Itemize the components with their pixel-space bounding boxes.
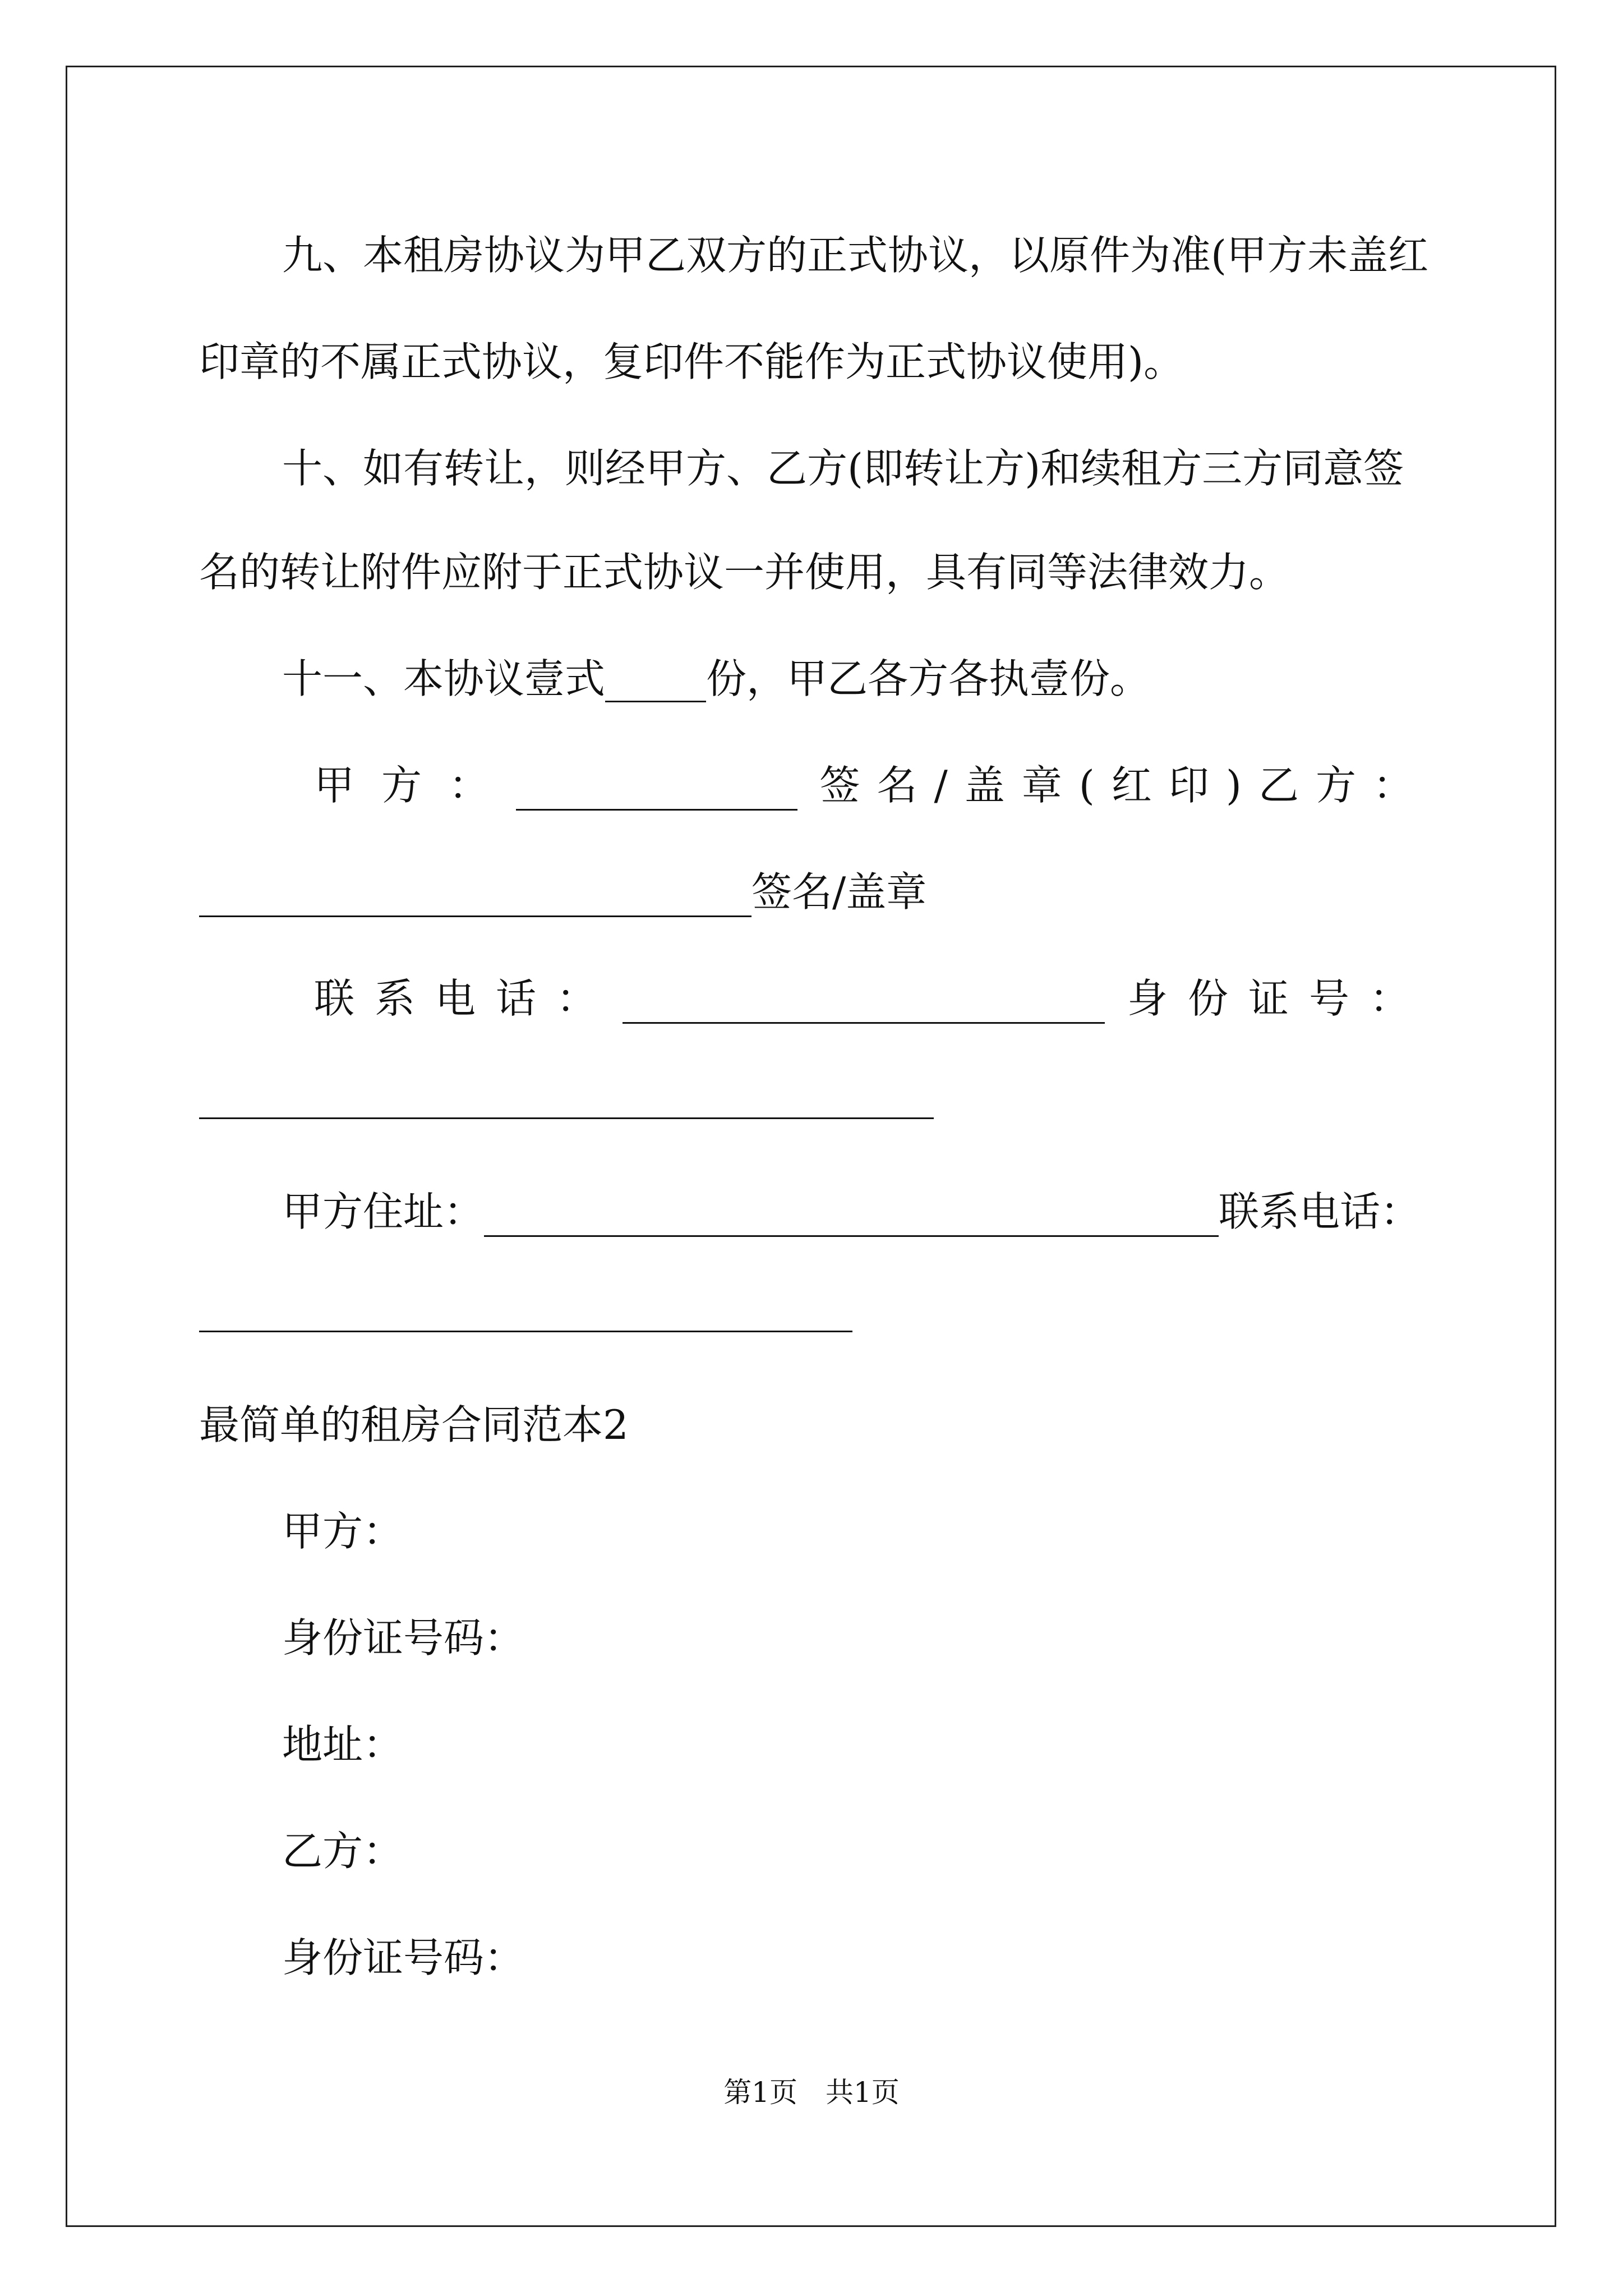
- address-field: 地址：: [282, 1721, 404, 1768]
- party-a-label: 甲方：: [314, 762, 517, 809]
- phone-id-row: [314, 973, 1430, 1024]
- clause-9-line-2: 印章的不属正式协议，复印件不能作为正式协议使用)。: [199, 338, 1184, 385]
- section-2-title: 最简单的租房合同范本2: [199, 1401, 629, 1448]
- clause-11-suffix: 份，甲乙各方各执壹份。: [706, 655, 1151, 702]
- party-b-sign-line: [199, 881, 751, 917]
- address-line: [484, 1200, 1219, 1237]
- phone-line: [623, 987, 1105, 1024]
- party-a-field: 甲方：: [282, 1508, 404, 1555]
- phone-line-2: [199, 1296, 852, 1332]
- id-line-row: [199, 1080, 1433, 1125]
- party-b-sign-text: 签名/盖章: [751, 868, 927, 915]
- phone-label-2: 联系电话：: [1219, 1188, 1421, 1235]
- address-row: [282, 1186, 1516, 1237]
- address-label: 甲方住址：: [282, 1188, 485, 1235]
- clause-9-line-1: 九、本租房协议为甲乙双方的正式协议，以原件为准(甲方未盖红: [282, 232, 1429, 279]
- clause-11: [282, 654, 1516, 704]
- signature-row: [314, 760, 1430, 811]
- party-a-sign-line: [516, 774, 797, 811]
- page-border: [66, 66, 1556, 2227]
- id-number-b-field: 身份证号码：: [282, 1934, 525, 1981]
- id-number-a-field: 身份证号码：: [282, 1614, 525, 1662]
- id-label: 身份证号：: [1127, 975, 1430, 1022]
- party-a-sign-text: 签名/盖章(红印)乙方：: [819, 762, 1430, 809]
- copies-blank: _____: [605, 655, 707, 702]
- clause-11-prefix: 十一、本协议壹式: [282, 655, 606, 702]
- party-b-field: 乙方：: [282, 1828, 404, 1875]
- phone-label: 联系电话：: [314, 975, 617, 1022]
- clause-10-line-1: 十、如有转让，则经甲方、乙方(即转让方)和续租方三方同意签: [282, 445, 1404, 492]
- page-footer: 第1页 共1页: [723, 2076, 900, 2109]
- party-b-sign-row: [199, 867, 1433, 917]
- clause-10-line-2: 名的转让附件应附于正式协议一并使用，具有同等法律效力。: [199, 549, 1290, 596]
- id-line: [199, 1083, 934, 1119]
- phone-line-2-row: [199, 1293, 1433, 1338]
